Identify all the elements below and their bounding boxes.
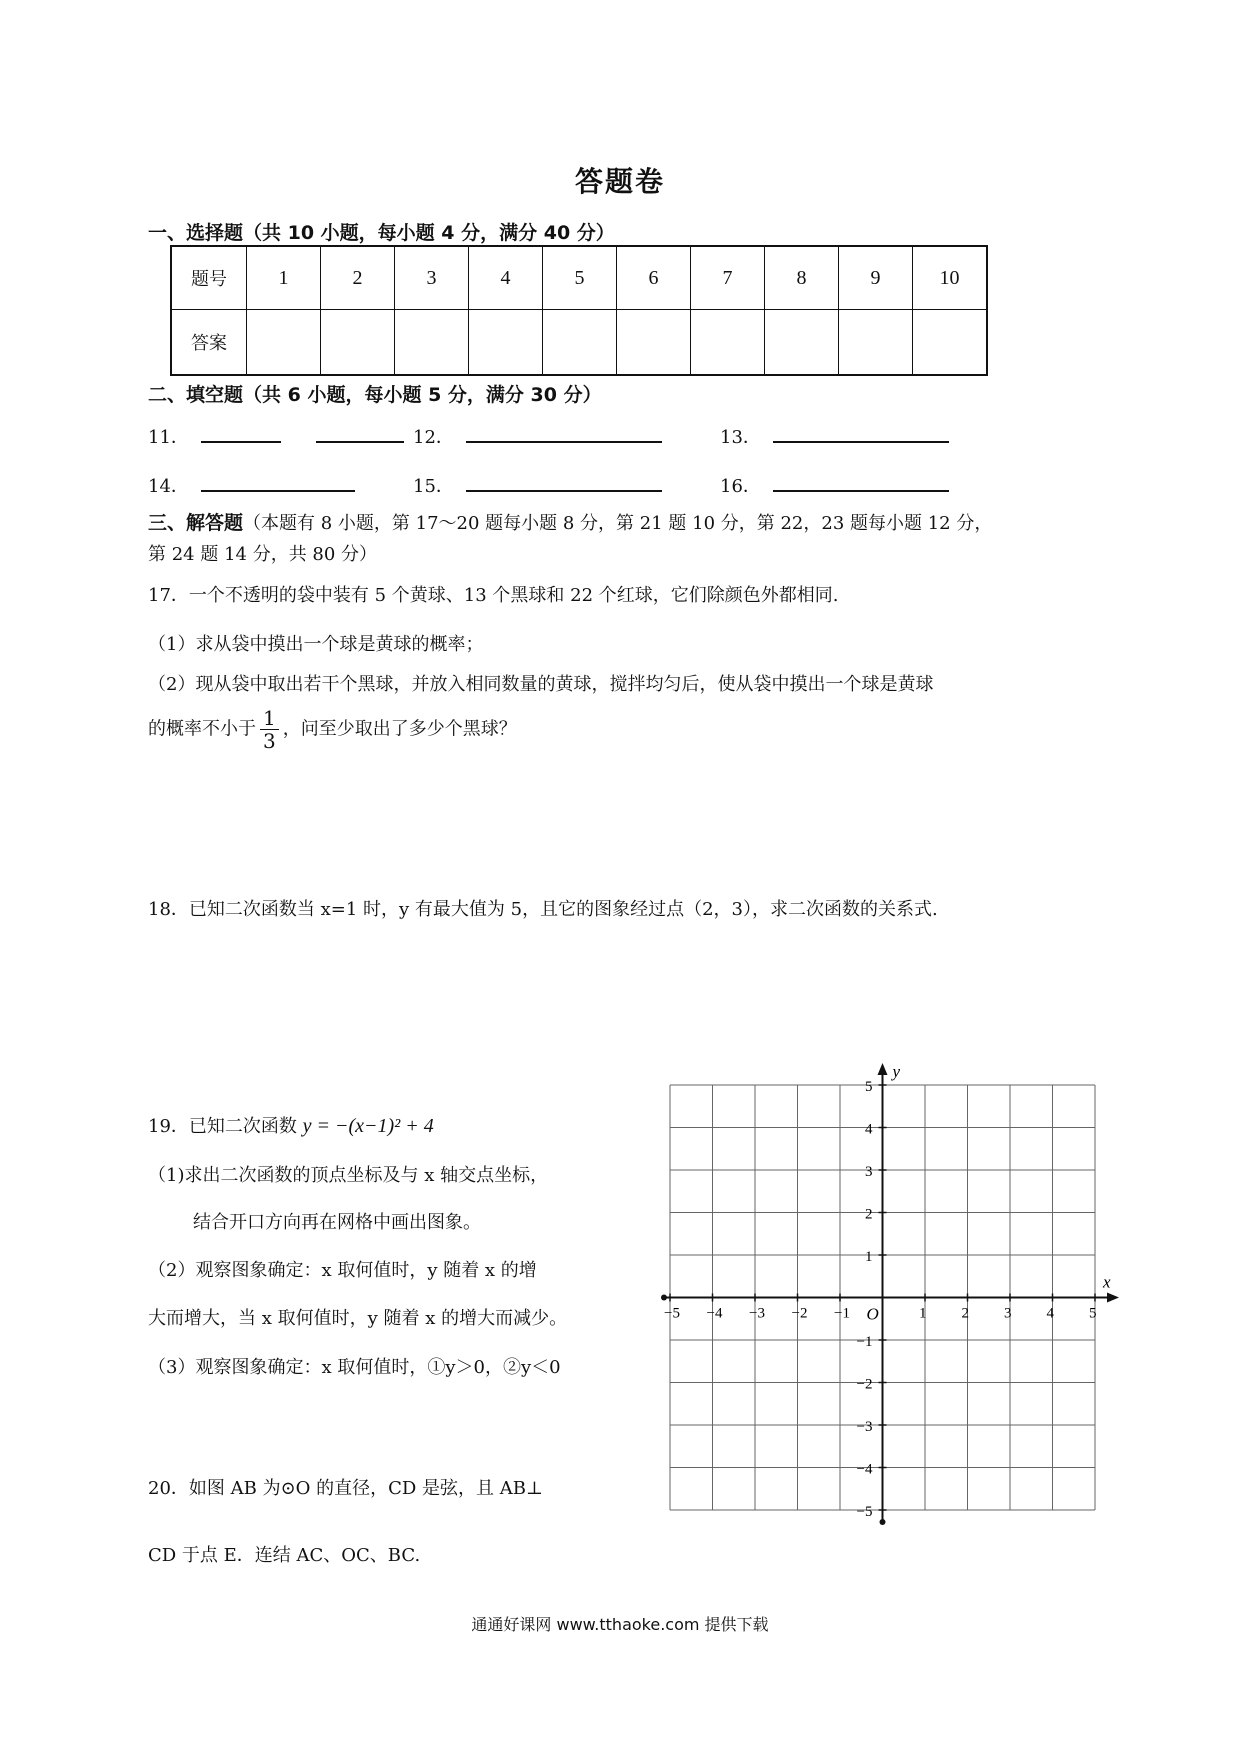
y-axis-arrow [878, 1063, 888, 1075]
x-axis-label: x [1103, 1272, 1111, 1292]
x-tick-label: −4 [706, 1305, 723, 1322]
x-tick-label: 1 [919, 1305, 927, 1322]
x-tick-label: 5 [1089, 1305, 1097, 1322]
answer-cell[interactable] [469, 310, 543, 376]
table-row [171, 310, 987, 376]
q19-stem [148, 1113, 434, 1140]
answer-cell[interactable] [321, 310, 395, 376]
section3-heading-bold: 三、解答题 [148, 512, 244, 534]
q17-part2-line2 [148, 707, 517, 752]
answer-cell[interactable] [691, 310, 765, 376]
q19-part2-line2: 大而增大，当 x 取何值时，y 随着 x 的增大而减少。 [148, 1308, 568, 1329]
y-tick-label: −1 [856, 1334, 873, 1350]
q19-stem-text: 19．已知二次函数 [148, 1116, 297, 1137]
answer-blank[interactable] [466, 470, 662, 492]
row-label-number: 题号 [171, 246, 247, 310]
table-row [171, 246, 987, 310]
answer-blank[interactable] [773, 421, 949, 443]
question-number-cell: 9 [839, 246, 913, 310]
answer-cell[interactable] [913, 310, 988, 376]
question-number-cell: 6 [617, 246, 691, 310]
fill-item-13 [720, 421, 949, 451]
item-number: 11． [148, 427, 189, 448]
section1-heading: 一、选择题（共 10 小题，每小题 4 分，满分 40 分） [148, 222, 615, 244]
x-tick-label: −3 [749, 1305, 765, 1322]
item-number: 15． [413, 476, 454, 497]
item-number: 13． [720, 427, 761, 448]
section3-heading-line2: 第 24 题 14 分，共 80 分） [148, 544, 378, 565]
section3-heading-rest: （本题有 8 小题，第 17～20 题每小题 8 分，第 21 题 10 分，第 22，23 题每小题 12 分， [243, 513, 993, 534]
fraction-numerator: 1 [260, 707, 279, 730]
q19-part3: （3）观察图象确定：x 取何值时，①y＞0，②y＜0 [148, 1357, 561, 1378]
question-number-cell: 1 [247, 246, 321, 310]
section3-heading [148, 510, 1108, 537]
answer-cell[interactable] [765, 310, 839, 376]
fill-item-12 [413, 421, 662, 451]
coordinate-grid[interactable] [640, 1050, 1120, 1540]
item-number: 16． [720, 476, 761, 497]
y-tick-label: −5 [856, 1504, 873, 1520]
footer-text: 通通好课网 www.tthaoke.com 提供下载 [471, 1615, 769, 1634]
fill-item-11 [148, 421, 404, 451]
q19-part2-line1: （2）观察图象确定：x 取何值时，y 随着 x 的增 [148, 1260, 537, 1281]
row-label-answer: 答案 [171, 310, 247, 376]
fill-item-15 [413, 470, 662, 500]
q17-part2-pre: 的概率不小于 [148, 718, 256, 740]
y-tick-label: 4 [865, 1121, 873, 1138]
x-tick-label: −2 [791, 1305, 808, 1322]
item-number: 12． [413, 427, 454, 448]
y-tick-label: −2 [856, 1376, 873, 1393]
y-axis-label: y [892, 1062, 901, 1081]
x-axis-arrow [1107, 1293, 1119, 1303]
page-title: 答题卷 [574, 165, 665, 198]
q17-part2-line1: （2）现从袋中取出若干个黑球，并放入相同数量的黄球，搅拌均匀后，使从袋中摸出一个球是黄球 [148, 674, 934, 695]
origin-label: O [866, 1304, 879, 1324]
answer-blank[interactable] [316, 421, 404, 443]
answer-blank[interactable] [201, 421, 281, 443]
x-tick-label: 2 [961, 1305, 969, 1322]
fraction-denominator: 3 [263, 729, 276, 753]
x-tick-label: −1 [834, 1305, 850, 1322]
y-tick-labels [857, 1079, 873, 1520]
question-number-cell: 5 [543, 246, 617, 310]
answer-blank[interactable] [201, 470, 355, 492]
question-number-cell: 4 [469, 246, 543, 310]
y-tick-label: 5 [865, 1079, 873, 1095]
q19-formula: y = −(x−1)² + 4 [302, 1115, 434, 1137]
question-number-cell: 2 [321, 246, 395, 310]
answer-grid-table [170, 245, 988, 376]
fill-item-14 [148, 470, 355, 500]
answer-blank[interactable] [466, 421, 662, 443]
y-tick-label: −3 [856, 1419, 873, 1435]
question-number-cell: 7 [691, 246, 765, 310]
q17-stem: 17．一个不透明的袋中装有 5 个黄球、13 个黑球和 22 个红球，它们除颜色外都相同. [148, 585, 839, 606]
answer-cell[interactable] [839, 310, 913, 376]
x-tick-labels [664, 1306, 1097, 1322]
answer-cell[interactable] [543, 310, 617, 376]
q18-text: 18．已知二次函数当 x=1 时，y 有最大值为 5，且它的图象经过点（2，3），求二次函数的关系式. [148, 899, 938, 920]
q20-line1: 20．如图 AB 为⊙O 的直径，CD 是弦，且 AB⊥ [148, 1478, 543, 1499]
x-tick-label: 4 [1046, 1305, 1054, 1322]
y-tick-label: −4 [856, 1461, 873, 1478]
question-number-cell: 8 [765, 246, 839, 310]
question-number-cell: 3 [395, 246, 469, 310]
y-tick-label: 2 [865, 1206, 873, 1223]
answer-cell[interactable] [395, 310, 469, 376]
x-axis-end-dot [661, 1295, 667, 1301]
y-axis-end-dot [880, 1519, 886, 1525]
y-tick-label: 3 [865, 1164, 873, 1180]
q20-line2: CD 于点 E．连结 AC、OC、BC. [148, 1545, 421, 1566]
x-tick-label: 3 [1004, 1305, 1012, 1322]
answer-cell[interactable] [617, 310, 691, 376]
question-number-cell: 10 [913, 246, 988, 310]
answer-cell[interactable] [247, 310, 321, 376]
axes [661, 1063, 1119, 1525]
fill-item-16 [720, 470, 949, 500]
answer-blank[interactable] [773, 470, 949, 492]
y-tick-label: 1 [865, 1249, 873, 1265]
q17-part2-post: ，问至少取出了多少个黑球？ [282, 718, 517, 740]
fraction [260, 707, 279, 752]
section2-heading: 二、填空题（共 6 小题，每小题 5 分，满分 30 分） [148, 384, 602, 406]
x-tick-label: −5 [664, 1305, 680, 1322]
q19-part1-line2: 结合开口方向再在网格中画出图象。 [193, 1212, 481, 1233]
q19-part1-line1: （1)求出二次函数的顶点坐标及与 x 轴交点坐标， [148, 1165, 549, 1186]
item-number: 14． [148, 476, 189, 497]
q17-part1: （1）求从袋中摸出一个球是黄球的概率； [148, 634, 484, 655]
